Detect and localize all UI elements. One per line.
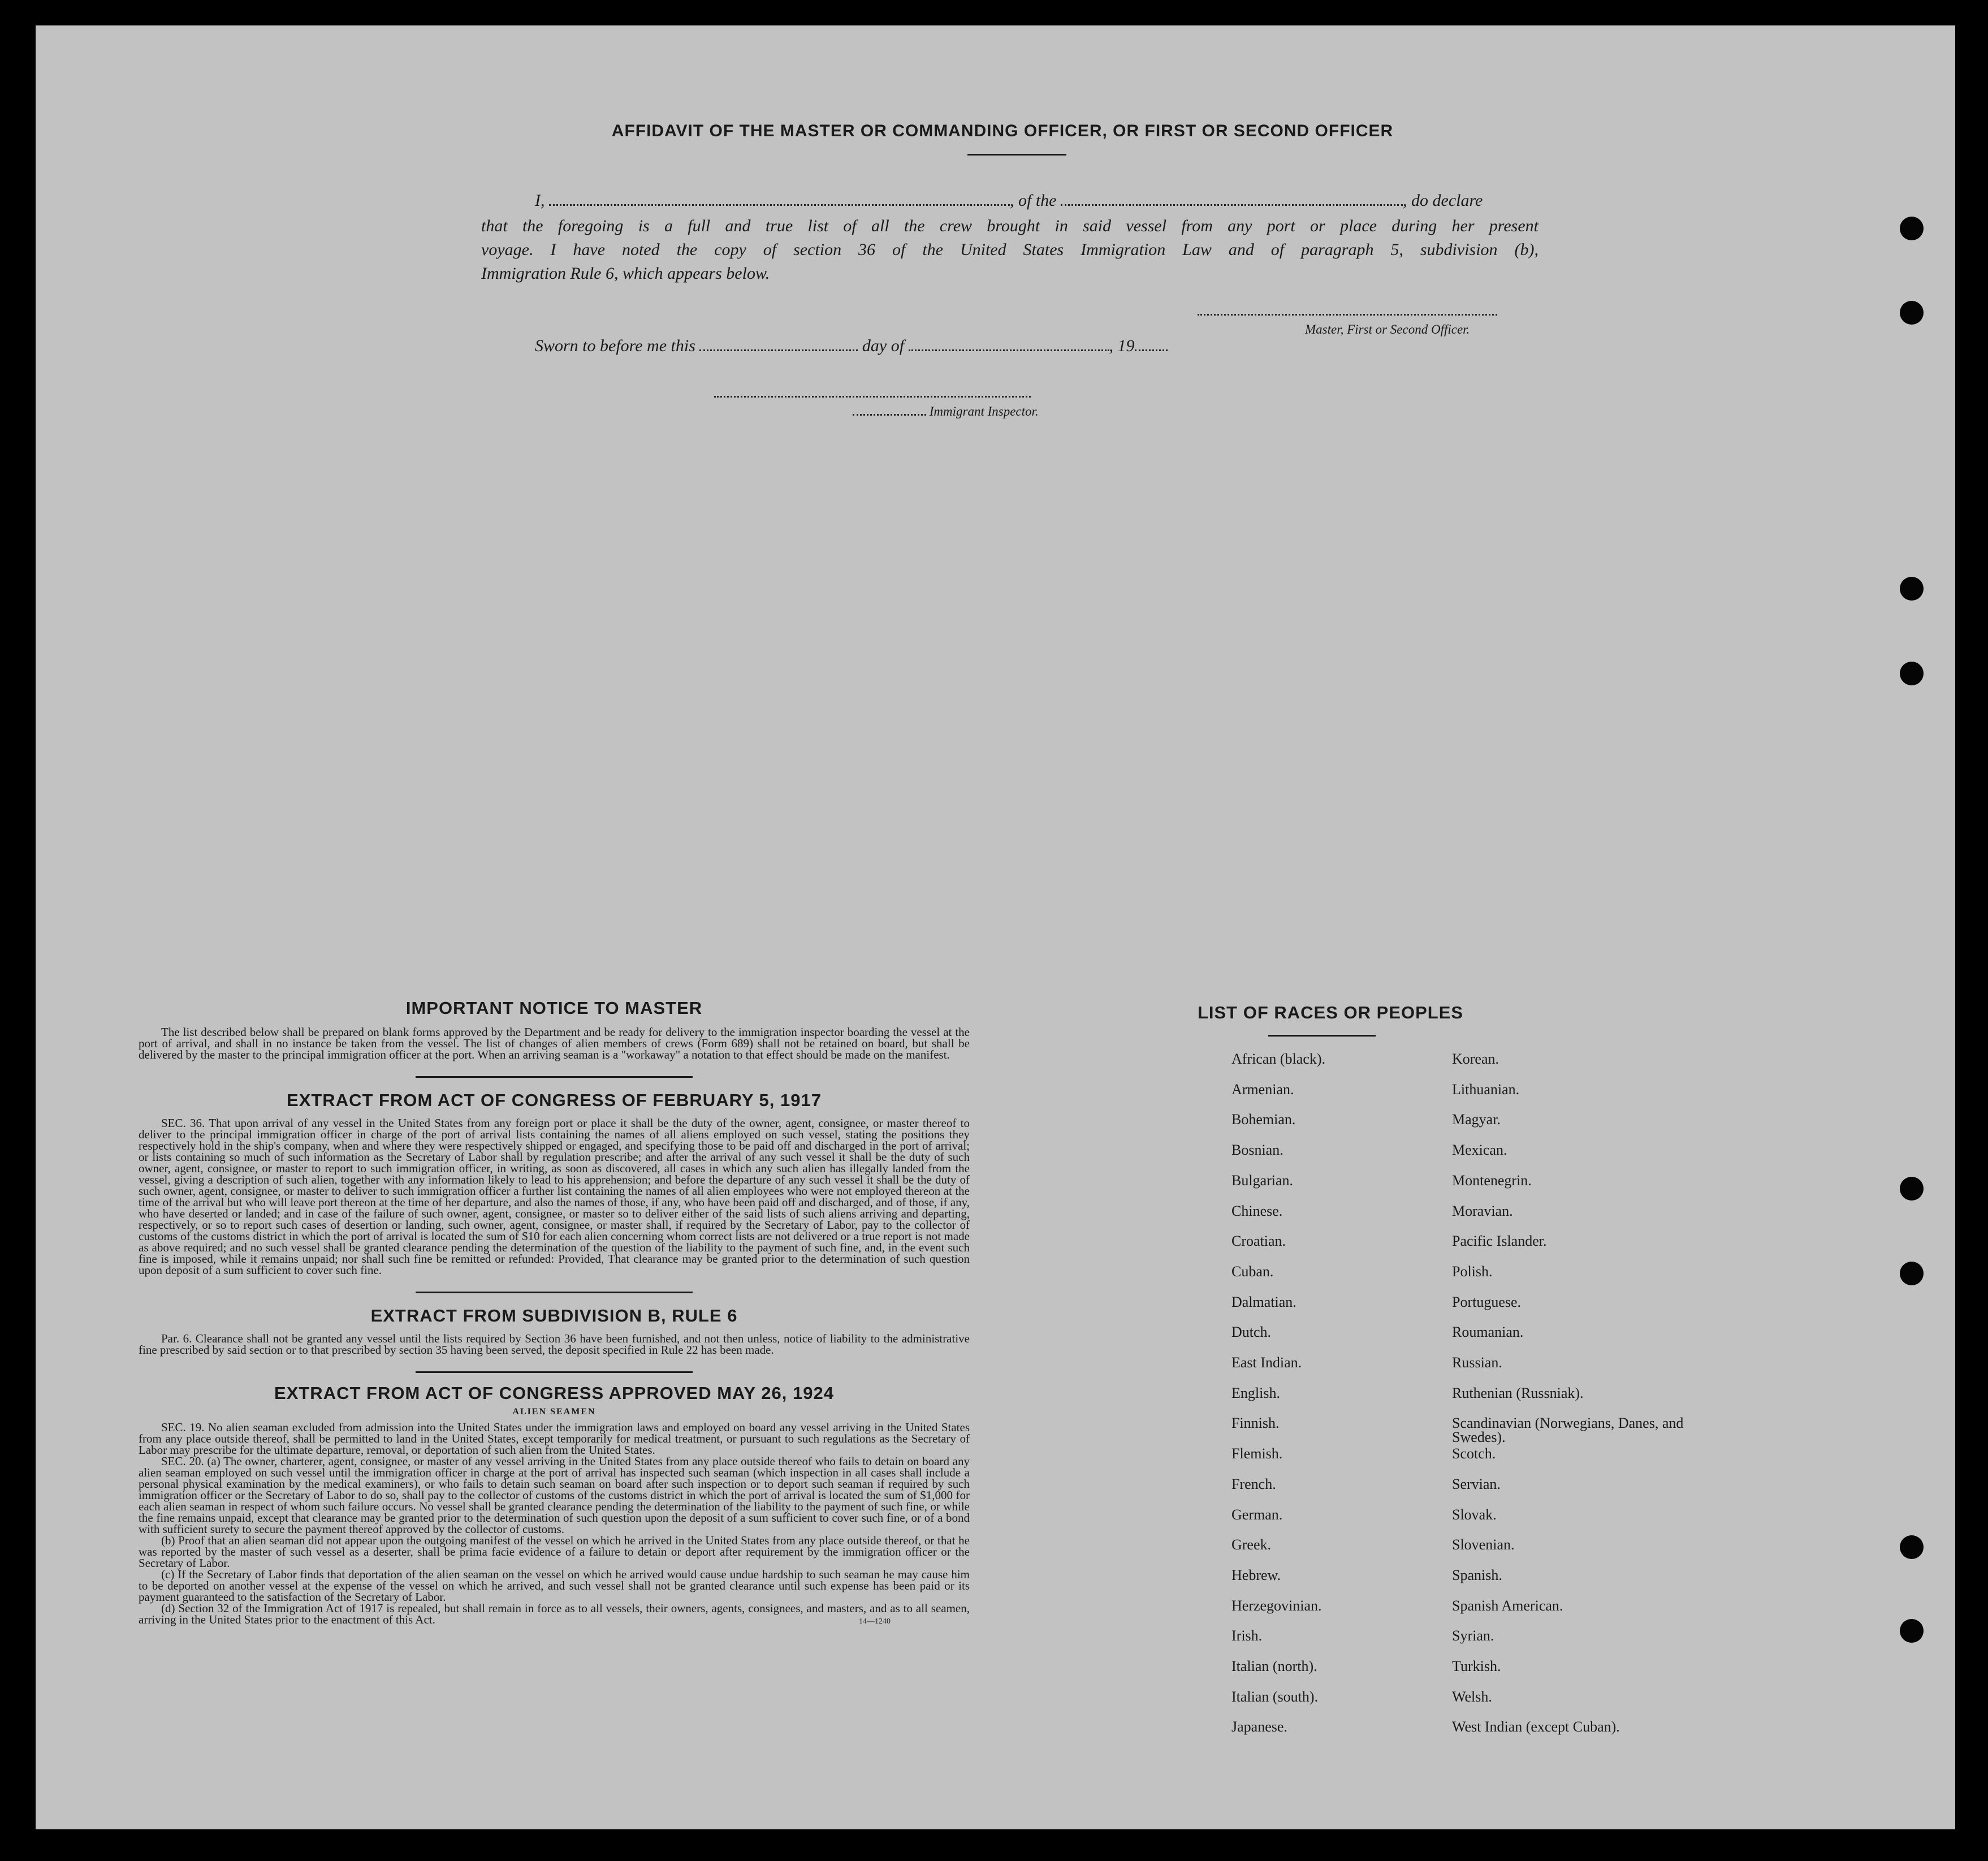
race-item: Magyar. <box>1452 1111 1501 1128</box>
race-item: Bosnian. <box>1231 1142 1283 1159</box>
legal-column <box>139 998 970 1625</box>
race-item: Dutch. <box>1231 1324 1272 1341</box>
extract-1924-title: EXTRACT FROM ACT OF CONGRESS APPROVED MAY 26, 1924 <box>274 1383 834 1403</box>
race-item: Servian. <box>1452 1475 1501 1492</box>
notice-rule <box>416 1076 693 1078</box>
race-item: Armenian. <box>1231 1081 1294 1098</box>
sworn-year-field[interactable] <box>1135 347 1168 351</box>
race-item: Italian (north). <box>1231 1658 1317 1674</box>
vessel-field[interactable] <box>1061 202 1403 206</box>
race-item: Montenegrin. <box>1452 1172 1532 1189</box>
race-item: Pacific Islander. <box>1452 1233 1547 1250</box>
race-item: German. <box>1231 1506 1283 1523</box>
inspector-dots <box>853 412 926 416</box>
binder-hole <box>1900 301 1924 325</box>
extract-rule6-title: EXTRACT FROM SUBDIVISION B, RULE 6 <box>370 1306 738 1325</box>
extract-1917-title: EXTRACT FROM ACT OF CONGRESS OF FEBRUARY 5, 1917 <box>287 1090 822 1110</box>
sworn-year: , 19 <box>1109 336 1135 355</box>
race-item: Lithuanian. <box>1452 1081 1520 1098</box>
race-item: East Indian. <box>1231 1354 1302 1371</box>
sec-20b: (b) Proof that an alien seaman did not appear upon the outgoing manifest of the vessel on which he arrived in the United States from any place outside thereof, or that he was reported by the master of such vessel as a deserter, shall be prima facie evidence of a failure to detain or deport after requirement by the immigration officer or the Secretary of Labor. <box>139 1534 970 1570</box>
race-item: Moravian. <box>1452 1202 1513 1219</box>
extract-rule6-body: Par. 6. Clearance shall not be granted any vessel until the lists required by Section 36 have been furnished, and not then unless, notice of liability to the administrative fine prescribed by said section or to that prescribed by section 35 having been served, the deposit specified in Rule 22 has been made. <box>139 1332 970 1357</box>
sworn-line <box>535 336 1168 356</box>
race-item: Greek. <box>1231 1536 1272 1553</box>
name-field[interactable] <box>549 202 1010 206</box>
race-item: Roumanian. <box>1452 1324 1524 1341</box>
race-item: French. <box>1231 1475 1276 1492</box>
race-item: English. <box>1231 1384 1280 1401</box>
extract-rule6-rule <box>416 1371 693 1373</box>
race-item: Mexican. <box>1452 1142 1507 1159</box>
master-signature-line[interactable] <box>1198 314 1497 316</box>
sworn-day-of: day of <box>862 336 905 355</box>
extract-1917-body: SEC. 36. That upon arrival of any vessel in the United States from any foreign port or place it shall be the duty of the owner, agent, consignee, or master thereof to deliver to the principal immigration officer in charge of the port of arrival lists containing the names of all aliens employed on such vessel, stating the positions they respectively hold in the ship's company, when and where they were respectively shipped or engaged, and specifying those to be paid off and discharged in the port of arrival; or lists containing so much of such information as the Secretary of Labor shall by regulation prescribe; and after the arrival of any such vessel it shall be the duty of such owner, agent, consignee, or master to report to such immigration officer, in writing, as soon as discovered, all cases in which any such alien has illegally landed from the vessel, giving a description of such alien, together with any information likely to lead to his apprehension; and before the departure of any such vessel it shall be the duty of such owner, agent, consignee, or master to deliver to such immigration officer a further list containing the names of all alien employees who were not employed thereon at the time of the arrival but who will leave port thereon at the time of her departure, and also the names of those, if any, who have been paid off and discharged, and of those, if any, who have deserted or landed; and in case of the failure of such owner, agent, consignee, or master so to deliver either of the said lists of such aliens arriving and departing, respectively, or so to report such cases of desertion or landing, such owner, agent, consignee, or master shall, if required by the Secretary of Labor, pay to the collector of customs of the customs district in which the port of arrival is located the sum of $10 for each alien concerning whom correct lists are not delivered or a true report is not made as above required; and no such vessel shall be granted clearance pending the determination of the question of the liability to the payment of such fine, and, in the event such fine is imposed, while it remains unpaid; nor shall such fine be remitted or refunded: Provided, That clearance may be granted prior to the determination of such question upon deposit of a sum sufficient to cover such fine. <box>139 1116 970 1277</box>
races-rule <box>1268 1035 1376 1037</box>
race-item: Slovak. <box>1452 1506 1497 1523</box>
declaration-line-1 <box>535 191 1483 210</box>
affidavit-title: AFFIDAVIT OF THE MASTER OR COMMANDING OFFICER, OR FIRST OR SECOND OFFICER <box>611 122 1394 140</box>
inspector-label-line <box>853 404 1039 419</box>
race-item: Portuguese. <box>1452 1293 1522 1310</box>
race-item: Ruthenian (Russniak). <box>1452 1384 1584 1401</box>
title-rule <box>967 154 1066 156</box>
race-item: Spanish American. <box>1452 1597 1563 1614</box>
race-item: Italian (south). <box>1231 1688 1319 1705</box>
binder-hole <box>1900 662 1924 685</box>
declare-i: I, <box>535 191 545 210</box>
race-item: Scandinavian (Norwegians, Danes, and Swedes). <box>1452 1415 1684 1446</box>
races-title: LIST OF RACES OR PEOPLES <box>1197 1003 1464 1022</box>
race-item: Irish. <box>1231 1627 1263 1644</box>
race-item: Slovenian. <box>1452 1536 1515 1553</box>
race-item: West Indian (except Cuban). <box>1452 1718 1620 1735</box>
declaration-line-3: voyage. I have noted the copy of section 36 of the United States Immigration Law and of paragraph 5, subdivision (b), <box>481 240 1538 259</box>
sec-19: SEC. 19. No alien seaman excluded from admission into the United States under the immigration laws and employed on board any vessel arriving in the United States from any place outside thereof, shall be permitted to land in the United States, except temporarily for medical treatment, or pursuant to such regulations as the Secretary of Labor may prescribe for the ultimate departure, removal, or deportation of such alien from the United States. <box>139 1420 970 1457</box>
race-item: Scotch. <box>1452 1445 1496 1462</box>
race-item: Welsh. <box>1452 1688 1492 1705</box>
notice-title: IMPORTANT NOTICE TO MASTER <box>405 998 703 1018</box>
binder-hole <box>1900 577 1924 601</box>
race-item: Spanish. <box>1452 1566 1502 1583</box>
sworn-month-field[interactable] <box>909 347 1109 351</box>
binder-hole <box>1900 1177 1924 1201</box>
extract-1917-rule <box>416 1292 693 1293</box>
extract-1924-subtitle: ALIEN SEAMEN <box>512 1407 596 1417</box>
race-item: Korean. <box>1452 1051 1499 1067</box>
document-sheet <box>36 25 1955 1829</box>
race-item: Russian. <box>1452 1354 1502 1371</box>
race-item: Turkish. <box>1452 1658 1501 1674</box>
race-item: Hebrew. <box>1231 1566 1281 1583</box>
notice-body: The list described below shall be prepared on blank forms approved by the Department and be ready for delivery to the immigration inspector boarding the vessel at the port of arrival, and shall in no instance be taken from the vessel. The list of changes of alien members of crews (Form 689) shall not be retained on board, but shall be delivered by the master to the principal immigration officer at the port. When an arriving seaman is a "workaway" a notation to that effect should be made on the manifest. <box>139 1025 970 1061</box>
inspector-signature-line[interactable] <box>714 396 1031 398</box>
binder-hole <box>1900 1262 1924 1285</box>
sec-20c: (c) If the Secretary of Labor finds that deportation of the alien seaman on the vessel on which he arrived would cause undue hardship to such seaman he may cause him to be deported on another vessel at the expense of the vessel on which he arrived, and such vessel shall not be granted clearance until such expense has been paid or its payment guaranteed to the satisfaction of the Secretary of Labor. <box>139 1568 970 1604</box>
declare-of-the: , of the <box>1010 191 1057 210</box>
sec-20d: (d) Section 32 of the Immigration Act of 1917 is repealed, but shall remain in force as to all vessels, their owners, agents, consignees, and masters, and as to all seamen, arriving in the United States prior to the enactment of this Act. <box>139 1601 970 1626</box>
form-number: 14—1240 <box>859 1617 891 1626</box>
race-item: Flemish. <box>1231 1445 1283 1462</box>
declaration-line-2: that the foregoing is a full and true list of all the crew brought in said vessel from any port or place during her present <box>481 217 1538 235</box>
declaration-line-4: Immigration Rule 6, which appears below. <box>481 264 770 283</box>
declare-do-declare: , do declare <box>1403 191 1483 210</box>
race-item: Bohemian. <box>1231 1111 1296 1128</box>
sworn-prefix: Sworn to before me this <box>535 336 695 355</box>
binder-hole <box>1900 1535 1924 1559</box>
race-item: Cuban. <box>1231 1263 1274 1280</box>
sec-20a: SEC. 20. (a) The owner, charterer, agent, consignee, or master of any vessel arriving in the United States from any place outside thereof who fails to detain on board any alien seaman employed on such vessel until the immigration officer in charge at the port of arrival has inspected such seaman (which inspection in all cases shall include a personal physical examination by the medical examiners), or who fails to detain such seaman on board after such inspection or to deport such seaman if required by such immigration officer or the Secretary of Labor to do so, shall pay to the collector of customs of the customs district in which the port of arrival is located the sum of $1,000 for each alien seaman in respect of whom such failure occurs. No vessel shall be granted clearance pending the determination of the liability to the payment of such fine, or while the fine remains unpaid, except that clearance may be granted prior to the determination of such question upon the deposit of a sum sufficient to cover such fine, or of a bond with sufficient surety to secure the payment thereof approved by the collector of customs. <box>139 1454 970 1536</box>
race-item: Polish. <box>1452 1263 1493 1280</box>
race-item: African (black). <box>1231 1051 1326 1067</box>
race-item: Japanese. <box>1231 1718 1287 1735</box>
race-item: Croatian. <box>1231 1233 1286 1250</box>
race-item: Bulgarian. <box>1231 1172 1294 1189</box>
master-label: Master, First or Second Officer. <box>1305 322 1470 336</box>
race-item: Herzegovinian. <box>1231 1597 1322 1614</box>
binder-hole <box>1900 1619 1924 1643</box>
inspector-label: Immigrant Inspector. <box>929 404 1039 418</box>
sworn-day-field[interactable] <box>699 347 858 351</box>
binder-hole <box>1900 217 1924 240</box>
race-item: Chinese. <box>1231 1202 1283 1219</box>
race-item: Dalmatian. <box>1231 1293 1296 1310</box>
race-item: Syrian. <box>1452 1627 1494 1644</box>
race-item: Finnish. <box>1231 1415 1280 1432</box>
